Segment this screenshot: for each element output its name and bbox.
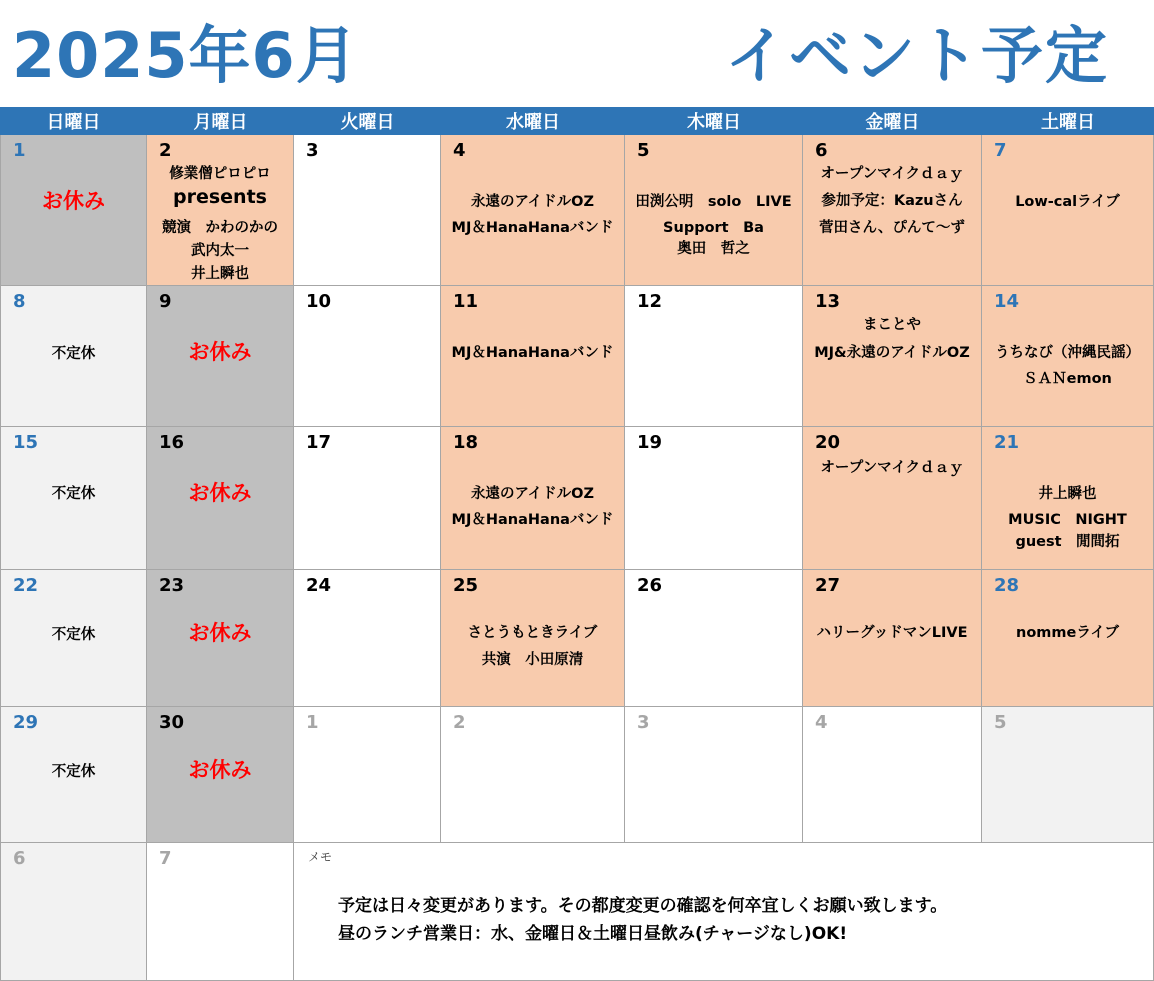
event-line: さとうもときライブ: [467, 625, 598, 641]
calendar-grid: [0, 107, 1154, 981]
day-cell: [0, 707, 147, 843]
day-number: 11: [453, 291, 479, 312]
day-number: 22: [13, 575, 39, 596]
day-number: 23: [159, 575, 185, 596]
event-line: 奥田 哲之: [677, 241, 750, 257]
day-number: 28: [994, 575, 1020, 596]
day-cell: [0, 843, 147, 981]
day-cell: [441, 570, 625, 707]
day-number: 2: [453, 712, 466, 733]
events-title: イベント予定: [725, 19, 1110, 92]
event-line: ＳＡＮemon: [1023, 371, 1112, 387]
day-number: 6: [13, 848, 26, 869]
event-line: 井上瞬也: [1038, 486, 1097, 502]
day-number: 26: [637, 575, 663, 596]
weekday-wed: 水曜日: [441, 107, 625, 135]
event-line: nommeライブ: [1016, 625, 1119, 641]
event-line: 永遠のアイドルOZ: [470, 194, 595, 210]
event-line: 共演 小田原清: [481, 652, 584, 668]
day-cell: [0, 135, 147, 286]
day-number: 19: [637, 432, 663, 453]
day-number: 7: [159, 848, 172, 869]
memo-box: [294, 843, 1154, 981]
day-number: 1: [13, 140, 26, 161]
weekday-sun: 日曜日: [0, 107, 147, 135]
irregular-holiday-label: 不定休: [51, 627, 96, 643]
day-cell: [441, 427, 625, 570]
event-line: Support Ba: [663, 220, 764, 236]
day-number: 5: [994, 712, 1007, 733]
month-title: 2025年6月: [12, 19, 359, 92]
event-line: 修業僧ピロピロ: [169, 166, 271, 182]
day-number: 25: [453, 575, 479, 596]
memo-line: 予定は日々変更があります。その都度変更の確認を何卒宜しくお願い致します。: [338, 896, 948, 916]
day-cell: [0, 286, 147, 427]
irregular-holiday-label: 不定休: [51, 346, 96, 362]
event-line: 参加予定：Kazuさん: [821, 193, 963, 209]
day-cell: [982, 427, 1154, 570]
day-cell: [803, 135, 982, 286]
weekday-fri: 金曜日: [803, 107, 982, 135]
day-cell: [147, 707, 294, 843]
day-cell: [147, 427, 294, 570]
day-number: 30: [159, 712, 185, 733]
day-cell: [294, 570, 441, 707]
day-number: 2: [159, 140, 172, 161]
day-number: 5: [637, 140, 650, 161]
day-number: 14: [994, 291, 1020, 312]
day-cell: [982, 707, 1154, 843]
closed-label: お休み: [188, 621, 252, 645]
event-line: 永遠のアイドルOZ: [470, 486, 595, 502]
event-line: MUSIC NIGHT: [1008, 512, 1127, 528]
day-cell: [803, 427, 982, 570]
day-cell: [441, 135, 625, 286]
day-cell: [625, 707, 803, 843]
memo-label: メモ: [308, 850, 333, 864]
weekday-tue: 火曜日: [294, 107, 441, 135]
day-cell: [982, 286, 1154, 427]
event-line: ハリーグッドマンLIVE: [816, 625, 968, 641]
day-number: 20: [815, 432, 841, 453]
day-number: 6: [815, 140, 828, 161]
day-cell: [803, 707, 982, 843]
event-line: 井上瞬也: [191, 266, 249, 282]
day-number: 3: [306, 140, 319, 161]
day-cell: [147, 843, 294, 981]
weekday-thu: 木曜日: [625, 107, 803, 135]
closed-label: お休み: [188, 481, 252, 505]
day-number: 8: [13, 291, 26, 312]
event-line: Low-calライブ: [1015, 194, 1120, 210]
day-number: 1: [306, 712, 319, 733]
closed-label: お休み: [42, 189, 105, 213]
event-line: うちなび（沖縄民謡）: [995, 345, 1140, 361]
event-line: presents: [173, 186, 267, 208]
day-cell: [147, 135, 294, 286]
day-cell: [803, 570, 982, 707]
event-line: 武内太一: [191, 243, 249, 259]
day-number: 29: [13, 712, 39, 733]
day-cell: [294, 427, 441, 570]
memo-line: 昼のランチ営業日：水、金曜日＆土曜日昼飲み(チャージなし)OK!: [338, 924, 848, 944]
day-cell: [441, 707, 625, 843]
day-cell: [625, 427, 803, 570]
event-line: 菅田さん、ぴんて～ず: [819, 220, 965, 236]
day-cell: [294, 135, 441, 286]
day-cell: [147, 286, 294, 427]
event-line: MJ＆HanaHanaバンド: [451, 345, 614, 361]
day-number: 27: [815, 575, 841, 596]
day-cell: [625, 570, 803, 707]
event-line: まことや: [863, 317, 921, 333]
weekday-sat: 土曜日: [982, 107, 1154, 135]
day-cell: [441, 286, 625, 427]
day-cell: [294, 286, 441, 427]
day-number: 3: [637, 712, 650, 733]
day-cell: [803, 286, 982, 427]
day-number: 17: [306, 432, 332, 453]
day-number: 7: [994, 140, 1007, 161]
event-line: オープンマイクｄａｙ: [820, 166, 964, 182]
event-line: 田渕公明 solo LIVE: [635, 194, 792, 210]
day-number: 16: [159, 432, 185, 453]
day-number: 24: [306, 575, 332, 596]
irregular-holiday-label: 不定休: [51, 764, 96, 780]
day-number: 9: [159, 291, 172, 312]
event-line: MJ＆HanaHanaバンド: [451, 512, 614, 528]
day-cell: [625, 135, 803, 286]
day-number: 15: [13, 432, 39, 453]
event-line: MJ＆HanaHanaバンド: [451, 220, 614, 236]
day-cell: [147, 570, 294, 707]
day-number: 21: [994, 432, 1020, 453]
event-line: オープンマイクｄａｙ: [820, 460, 964, 476]
event-line: 競演 かわのかの: [162, 220, 278, 236]
closed-label: お休み: [188, 340, 252, 364]
day-cell: [0, 570, 147, 707]
day-cell: [982, 135, 1154, 286]
event-line: guest 閒間拓: [1015, 534, 1120, 550]
weekday-mon: 月曜日: [147, 107, 294, 135]
day-number: 13: [815, 291, 841, 312]
closed-label: お休み: [188, 758, 252, 782]
day-cell: [0, 427, 147, 570]
day-number: 18: [453, 432, 479, 453]
day-cell: [625, 286, 803, 427]
day-cell: [982, 570, 1154, 707]
day-number: 10: [306, 291, 332, 312]
event-line: MJ&永遠のアイドルOZ: [814, 345, 970, 361]
day-number: 4: [815, 712, 828, 733]
day-number: 12: [637, 291, 663, 312]
irregular-holiday-label: 不定休: [51, 486, 96, 502]
day-cell: [294, 707, 441, 843]
day-number: 4: [453, 140, 466, 161]
